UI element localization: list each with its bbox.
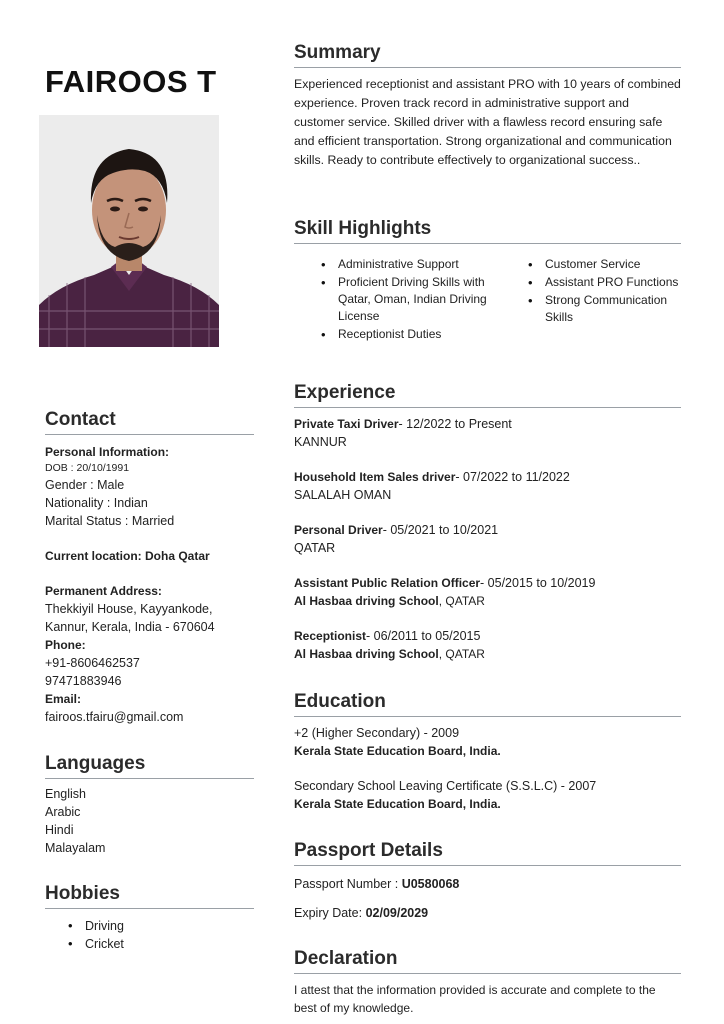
- job-title: Private Taxi Driver: [294, 417, 399, 431]
- phone-1: +91-8606462537: [45, 656, 140, 670]
- languages-section: [45, 753, 254, 857]
- contact-heading: Contact: [45, 409, 254, 435]
- hobby-item: • Driving: [65, 917, 254, 935]
- job-dates: - 05/2015 to 10/2019: [480, 576, 596, 590]
- passport-number-label: Passport Number :: [294, 877, 402, 891]
- skills-heading: Skill Highlights: [294, 218, 681, 244]
- declaration-section: [294, 948, 681, 1017]
- education-heading: Education: [294, 691, 681, 717]
- job-location: SALALAH OMAN: [294, 488, 392, 502]
- passport-number-row: [294, 875, 681, 893]
- nationality: Nationality : Indian: [45, 496, 148, 510]
- language-item: English: [45, 787, 86, 801]
- job-location: KANNUR: [294, 435, 347, 449]
- language-item: Hindi: [45, 823, 74, 837]
- email[interactable]: fairoos.tfairu@gmail.com: [45, 710, 184, 724]
- skills-list-left: [318, 256, 490, 344]
- candidate-name: FAIROOS T: [45, 64, 217, 99]
- passport-expiry-row: [294, 904, 681, 922]
- phone-2: 97471883946: [45, 674, 122, 688]
- gender: Gender : Male: [45, 478, 125, 492]
- education-board: Kerala State Education Board, India.: [294, 744, 501, 758]
- skill-item: • Customer Service: [525, 256, 683, 273]
- skill-item: • Administrative Support: [318, 256, 490, 273]
- job-employer: Al Hasbaa driving School: [294, 594, 439, 608]
- job-dates: - 06/2011 to 05/2015: [366, 629, 481, 643]
- job-title: Personal Driver: [294, 523, 383, 537]
- email-label: Email:: [45, 692, 82, 706]
- experience-item: [294, 627, 681, 663]
- current-location: [45, 547, 254, 565]
- passport-section: [294, 840, 681, 922]
- experience-item: [294, 521, 681, 557]
- experience-section: [294, 382, 681, 663]
- marital-status: Marital Status : Married: [45, 514, 175, 528]
- dob: DOB : 20/10/1991: [45, 462, 130, 474]
- experience-heading: Experience: [294, 382, 681, 408]
- job-location: , QATAR: [438, 647, 485, 661]
- language-item: Malayalam: [45, 841, 106, 855]
- hobbies-section: [45, 883, 254, 953]
- job-dates: - 12/2022 to Present: [398, 417, 512, 431]
- summary-text: Experienced receptionist and assistant PRO with 10 years of combined experience. Proven track record in administrative support and customer service. Skilled driver with a flawless record ensuring safe and efficient transportation. Strong organizational and communication skills. Ready to contribute effectively to organizational success..: [294, 77, 681, 167]
- passport-expiry: 02/09/2029: [365, 906, 429, 920]
- person-portrait-icon: [39, 115, 219, 347]
- education-course: +2 (Higher Secondary) - 2009: [294, 726, 460, 740]
- job-dates: - 07/2022 to 11/2022: [455, 470, 570, 484]
- passport-expiry-label: Expiry Date:: [294, 906, 366, 920]
- experience-item: [294, 415, 681, 451]
- current-location-label: Current location: [45, 549, 138, 563]
- job-location: QATAR: [294, 541, 336, 555]
- job-employer: Al Hasbaa driving School: [294, 647, 439, 661]
- passport-number: U0580068: [401, 877, 460, 891]
- job-title: Assistant Public Relation Officer: [294, 576, 481, 590]
- skill-item: • Receptionist Duties: [318, 326, 490, 343]
- languages-heading: Languages: [45, 753, 254, 779]
- hobby-item: • Cricket: [65, 935, 254, 953]
- contact-section: [45, 409, 254, 726]
- skills-section: [294, 218, 681, 244]
- education-course: Secondary School Leaving Certificate (S.S.L.C) - 2007: [294, 779, 597, 793]
- job-title: Household Item Sales driver: [294, 470, 456, 484]
- skill-item: • Proficient Driving Skills with Qatar, Oman, Indian Driving License: [318, 274, 490, 325]
- address-line-2: Kannur, Kerala, India - 670604: [45, 620, 215, 634]
- summary-section: [294, 42, 681, 170]
- hobbies-heading: Hobbies: [45, 883, 254, 909]
- profile-photo: [39, 115, 219, 347]
- education-item: [294, 724, 681, 760]
- experience-item: [294, 574, 681, 610]
- job-title: Receptionist: [294, 629, 367, 643]
- education-section: [294, 691, 681, 813]
- declaration-heading: Declaration: [294, 948, 681, 974]
- declaration-text: I attest that the information provided is accurate and complete to the best of my knowledge.: [294, 983, 656, 1015]
- current-location-value: : Doha Qatar: [137, 549, 210, 563]
- experience-item: [294, 468, 681, 504]
- address-line-1: Thekkiyil House, Kayyankode,: [45, 602, 213, 616]
- job-location: , QATAR: [438, 594, 485, 608]
- language-item: Arabic: [45, 805, 81, 819]
- skill-item: • Assistant PRO Functions: [525, 274, 683, 291]
- passport-heading: Passport Details: [294, 840, 681, 866]
- permanent-address-label: Permanent Address:: [45, 584, 162, 598]
- summary-heading: Summary: [294, 42, 681, 68]
- phone-label: Phone:: [45, 638, 86, 652]
- job-dates: - 05/2021 to 10/2021: [382, 523, 499, 537]
- skills-list-right: [525, 256, 683, 327]
- education-board: Kerala State Education Board, India.: [294, 797, 501, 811]
- hobbies-list: [65, 917, 254, 953]
- skill-item: • Strong Communication Skills: [525, 292, 683, 326]
- education-item: [294, 777, 681, 813]
- personal-info-label: Personal Information:: [45, 445, 170, 459]
